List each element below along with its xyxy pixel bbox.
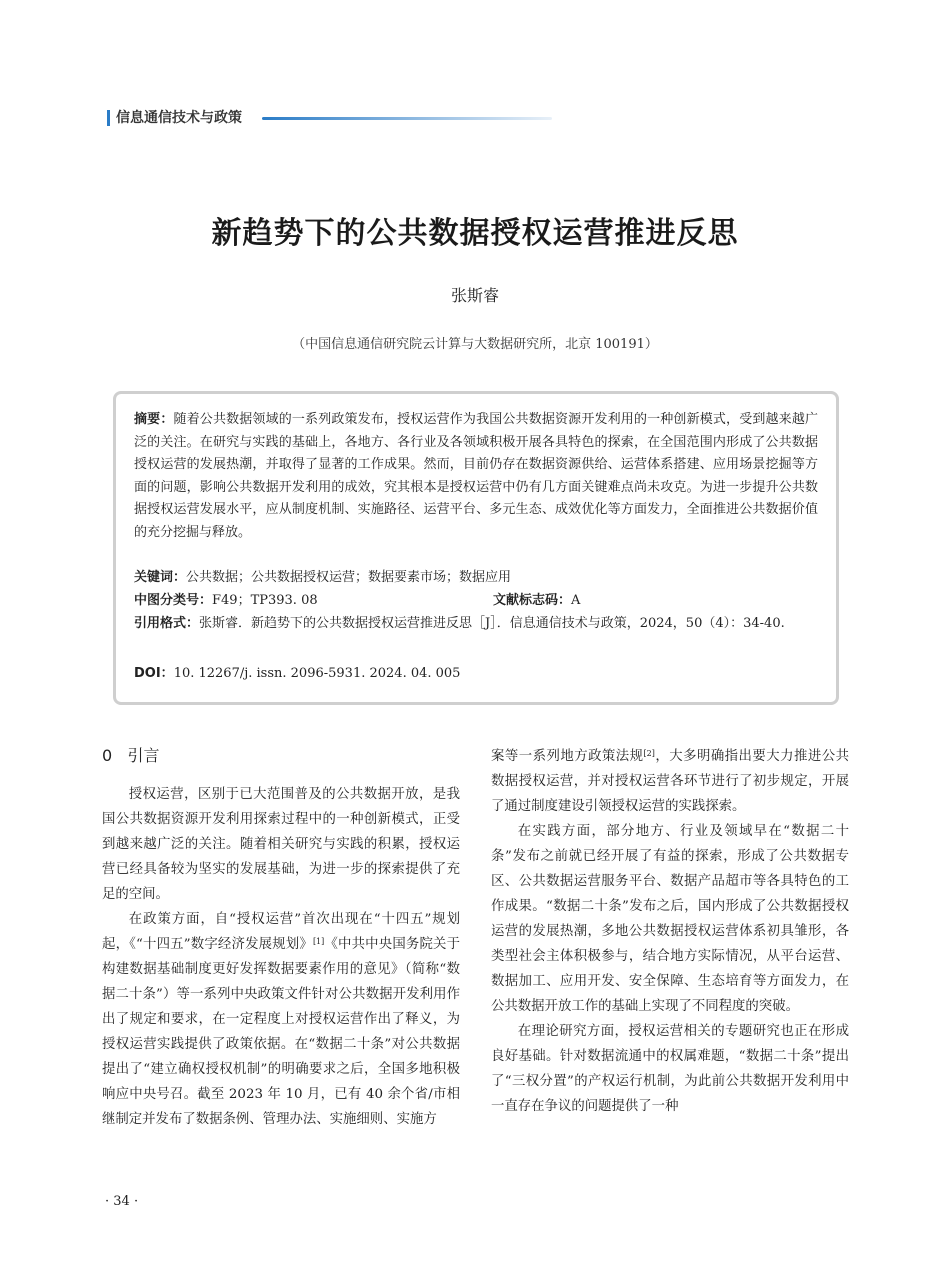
citation-ref: [1] [312, 937, 325, 946]
keywords-label: 关键词： [134, 570, 187, 585]
doi [134, 663, 460, 685]
left-column [102, 744, 460, 1132]
page-number: · 34 · [105, 1194, 139, 1209]
paragraph: 在政策方面，自“授权运营”首次出现在“十四五”规划起，《“十四五”数字经济发展规划》[1]《中共中央国务院关于构建数据基础制度更好发挥数据要素作用的意见》（简称“数据二十条”）等一系列中央政策文件针对公共数据开发利用作出了规定和要求，在一定程度上对授权运营作出了释义，为授权运营实践提供了政策依据。在“数据二十条”对公共数据提出了“建立确权授权机制”的明确要求之后，全国多地积极响应中央号召。截至 2023 年 10 月，已有 40 余个省/市相继制定并发布了数据条例、管理办法、实施细则、实施方 [102, 912, 460, 1127]
right-column [491, 744, 849, 1119]
section-number: 0 [102, 746, 113, 765]
section-title: 引言 [127, 746, 160, 765]
abstract-text: 随着公共数据领域的一系列政策发布，授权运营作为我国公共数据资源开发利用的一种创新模式，受到越来越广泛的关注。在研究与实践的基础上，各地方、各行业及各领域积极开展各具特色的探索，在全国范围内形成了公共数据授权运营的发展热潮，并取得了显著的工作成果。然而，目前仍存在数据资源供给、运营体系搭建、应用场景挖掘等方面的问题，影响公共数据开发利用的成效，究其根本是授权运营中仍有几方面关键难点尚未攻克。为进一步提升公共数据授权运营发展水平，应从制度机制、实施路径、运营平台、多元生态、成效优化等方面发力，全面推进公共数据价值的充分挖掘与释放。 [134, 412, 818, 540]
document-code [493, 590, 580, 612]
doc-code-value: A [571, 593, 581, 608]
keywords [134, 567, 511, 589]
section-rule [262, 117, 552, 120]
paragraph: 在理论研究方面，授权运营相关的专题研究也正在形成良好基础。针对数据流通中的权属难题，“数据二十条”提出了“三权分置”的产权运行机制，为此前公共数据开发利用中一直存在争议的问题提供了一种 [491, 1024, 849, 1114]
clc-value: F49；TP393. 08 [212, 593, 318, 608]
doi-value: 10. 12267/j. issn. 2096-5931. 2024. 04. 005 [173, 666, 461, 681]
section-accent-bar [107, 110, 110, 126]
paragraph: 授权运营，区别于已大范围普及的公共数据开放，是我国公共数据资源开发利用探索过程中的一种创新模式，正受到越来越广泛的关注。随着相关研究与实践的积累，授权运营已经具备较为坚实的发展基础，为进一步的探索提供了充足的空间。 [102, 787, 460, 902]
journal-section-header [107, 108, 847, 130]
article-author: 张斯睿 [450, 286, 499, 305]
keywords-text: 公共数据；公共数据授权运营；数据要素市场；数据应用 [186, 570, 512, 585]
paragraph: 在实践方面，部分地方、行业及领域早在“数据二十条”发布之前就已经开展了有益的探索，形成了公共数据专区、公共数据运营服务平台、数据产品超市等各具特色的工作成果。“数据二十条”发布之后，国内形成了公共数据授权运营的发展热潮，多地公共数据授权运营体系初具雏形，各类型社会主体积极参与，结合地方实际情况，从平台运营、数据加工、应用开发、安全保障、生态培育等方面发力，在公共数据开放工作的基础上实现了不同程度的突破。 [491, 824, 849, 1014]
citation-text: 张斯睿．新趋势下的公共数据授权运营推进反思［J］．信息通信技术与政策，2024，50（4）：34-40. [199, 616, 785, 631]
section-name: 信息通信技术与政策 [116, 110, 242, 126]
doi-label: DOI： [134, 666, 174, 681]
article-title: 新趋势下的公共数据授权运营推进反思 [211, 216, 739, 251]
abstract [134, 409, 818, 544]
abstract-label: 摘要： [134, 412, 174, 427]
clc-number [134, 590, 318, 612]
doc-code-label: 文献标志码： [493, 593, 572, 608]
abstract-box [113, 391, 839, 705]
section-heading [102, 744, 460, 768]
paragraph: 案等一系列地方政策法规[2]，大多明确指出要大力推进公共数据授权运营，并对授权运营各环节进行了初步规定，开展了通过制度建设引领授权运营的实践探索。 [491, 749, 850, 814]
author-affiliation: （中国信息通信研究院云计算与大数据研究所，北京 100191） [292, 337, 658, 352]
citation-label: 引用格式： [134, 616, 200, 631]
citation [134, 613, 818, 635]
clc-label: 中图分类号： [134, 593, 213, 608]
citation-ref: [2] [643, 749, 655, 758]
